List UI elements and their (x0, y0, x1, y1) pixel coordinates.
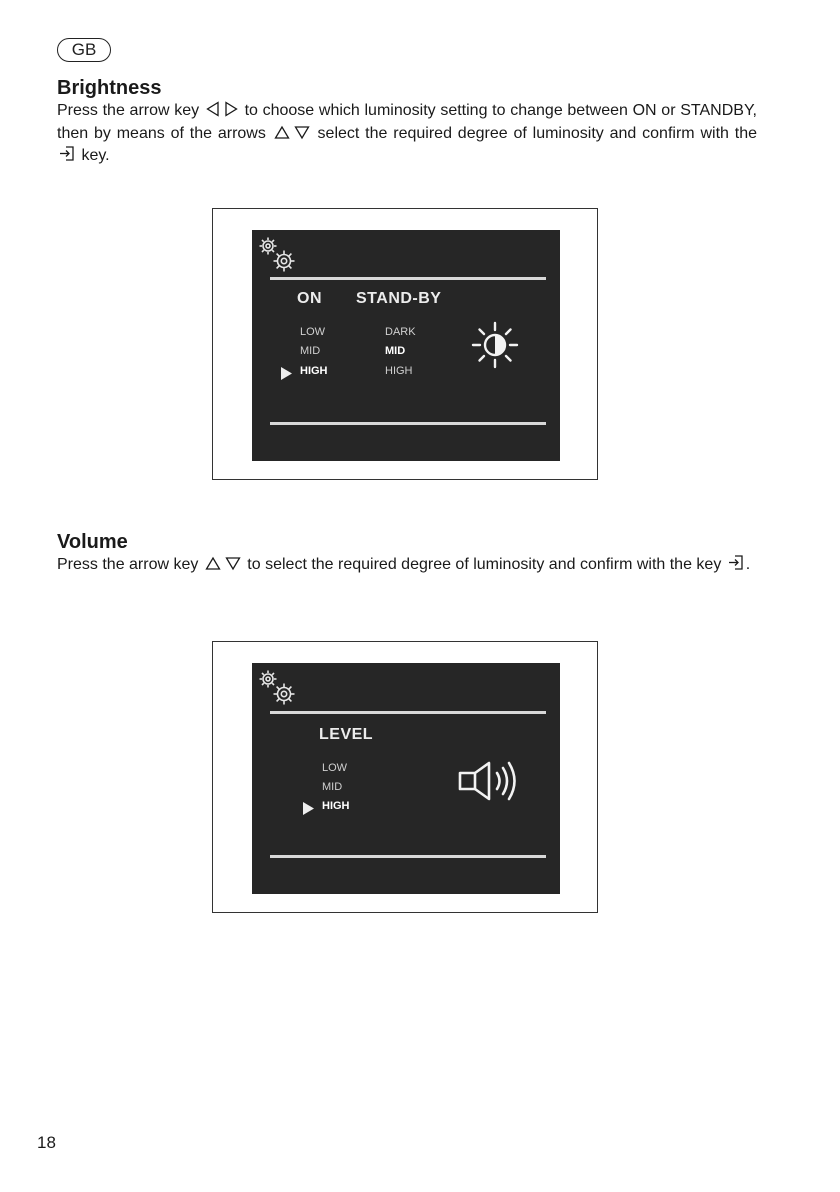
volume-text-2: to select the required degree of luminosity and confirm with the key (247, 556, 722, 573)
on-option-low: LOW (300, 326, 326, 338)
standby-option-mid-selected: MID (385, 345, 406, 357)
screen-divider-top (270, 711, 546, 714)
arrow-up-outline-icon (205, 556, 221, 571)
on-option-high-selected: HIGH (300, 365, 328, 377)
selection-pointer-icon (281, 367, 293, 385)
arrow-down-outline-icon (225, 556, 241, 571)
level-option-low: LOW (322, 762, 348, 774)
brightness-sun-icon (470, 320, 520, 375)
gears-icon (258, 236, 300, 279)
brightness-text-2: to choose which luminosity setting to change between ON or STANDBY, then by means of the arrows (57, 102, 757, 142)
volume-heading: Volume (57, 531, 128, 553)
level-option-high-selected: HIGH (322, 800, 350, 812)
level-column-title: LEVEL (319, 726, 374, 743)
volume-screen-frame (212, 641, 598, 913)
language-badge: GB (57, 38, 111, 62)
arrow-down-outline-icon (294, 125, 310, 140)
selection-pointer-icon (303, 802, 315, 820)
on-option-mid: MID (300, 345, 321, 357)
brightness-text-4: key. (81, 147, 110, 164)
arrow-left-outline-icon (206, 101, 220, 117)
brightness-text-3: select the required degree of luminosity and confirm with the (317, 124, 757, 142)
volume-text-1: Press the arrow key (57, 556, 199, 573)
arrow-up-outline-icon (274, 125, 290, 140)
brightness-instructions (57, 100, 757, 168)
on-column-title: ON (297, 290, 322, 307)
speaker-icon (457, 759, 523, 808)
brightness-screen-frame (212, 208, 598, 480)
volume-display-screen (252, 663, 560, 894)
enter-key-icon (59, 145, 75, 162)
page-number: 18 (37, 1133, 56, 1152)
brightness-display-screen (252, 230, 560, 461)
standby-option-high: HIGH (385, 365, 413, 377)
arrow-right-outline-icon (224, 101, 238, 117)
enter-key-icon (728, 554, 744, 571)
standby-column-title: STAND-BY (356, 290, 442, 307)
brightness-text-1: Press the arrow key (57, 102, 200, 119)
gears-icon (258, 669, 300, 712)
screen-divider-top (270, 277, 546, 280)
volume-text-3: . (745, 556, 751, 573)
screen-divider-bottom (270, 855, 546, 858)
brightness-heading: Brightness (57, 77, 162, 99)
standby-option-dark: DARK (385, 326, 416, 338)
level-option-mid: MID (322, 781, 343, 793)
volume-instructions (57, 554, 757, 577)
screen-divider-bottom (270, 422, 546, 425)
